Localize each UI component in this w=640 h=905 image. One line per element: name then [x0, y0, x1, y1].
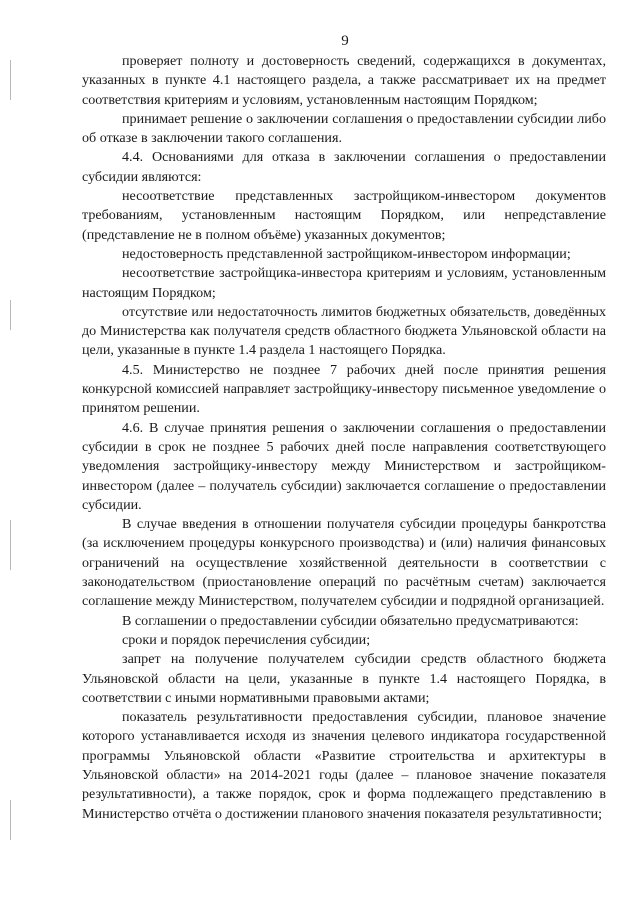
paragraph: показатель результативности предоставления субсидии, плановое значение которого устанавливается исходя из значения целевого индикатора государственной программы Ульяновской области «Развитие строительства и архитектуры в Ульяновской области» на 2014-2021 годы (далее – плановое значение показателя результативности), а также порядок, срок и форма подлежащего представлению в Министерство отчёта о достижении планового значения показателя результативности; — [82, 709, 606, 822]
paragraph: несоответствие представленных застройщиком-инвестором документов требованиям, установленным настоящим Порядком, или непредставление (представление не в полном объёме) указанных документов; — [82, 188, 606, 243]
paragraph: проверяет полноту и достоверность сведений, содержащихся в документах, указанных в пункте 4.1 настоящего раздела, а также рассматривает их на предмет соответствия критериям и условиям, установленным настоящим Порядком; — [82, 53, 606, 108]
page-number: 9 — [341, 33, 349, 49]
paragraph: 4.6. В случае принятия решения о заключении соглашения о предоставлении субсидии в срок не позднее 5 рабочих дней после направления соответствующего уведомления застройщику-инвестору между Министерством и застройщиком-инвестором (далее – получатель субсидии) заключается соглашение о предоставлении субсидии. — [82, 419, 606, 513]
paragraph: несоответствие застройщика-инвестора критериям и условиям, установленным настоящим Порядком; — [82, 265, 606, 301]
paragraph: недостоверность представленной застройщиком-инвестором информации; — [122, 245, 571, 262]
paragraph: запрет на получение получателем субсидии средств областного бюджета Ульяновской области на цели, указанные в пункте 1.4 настоящего Порядка, в соответствии с иными нормативными правовыми актами; — [82, 651, 606, 706]
paragraph: 4.4. Основаниями для отказа в заключении соглашения о предоставлении субсидии являются: — [82, 149, 606, 185]
scan-edge-mark — [10, 60, 11, 100]
paragraph: 4.5. Министерство не позднее 7 рабочих дней после принятия решения конкурсной комиссией направляет застройщику-инвестору письменное уведомление о принятом решении. — [82, 361, 606, 417]
paragraph: В случае введения в отношении получателя субсидии процедуры банкротства (за исключением процедуры конкурсного производства) и (или) наличия финансовых ограничений на осуществление хозяйственной деятельности в соответствии с законодательством (приостановление операций по расчётным счетам) заключается соглашение между Министерством, получателем субсидии и подрядной организацией. — [82, 516, 606, 610]
paragraph: принимает решение о заключении соглашения о предоставлении субсидии либо об отказе в заключении такого соглашения. — [82, 110, 606, 147]
paragraph: В соглашении о предоставлении субсидии обязательно предусматриваются: — [122, 612, 579, 629]
paragraph: отсутствие или недостаточность лимитов бюджетных обязательств, доведённых до Министерства как получателя средств областного бюджета Ульяновской области на цели, указанные в пункте 1.4 раздела 1 настоящего Порядка. — [82, 303, 606, 359]
document-body — [82, 52, 606, 824]
scan-edge-mark — [10, 800, 11, 840]
paragraph: сроки и порядок перечисления субсидии; — [122, 631, 371, 648]
scan-edge-mark — [10, 520, 11, 570]
scan-edge-mark — [10, 300, 11, 330]
